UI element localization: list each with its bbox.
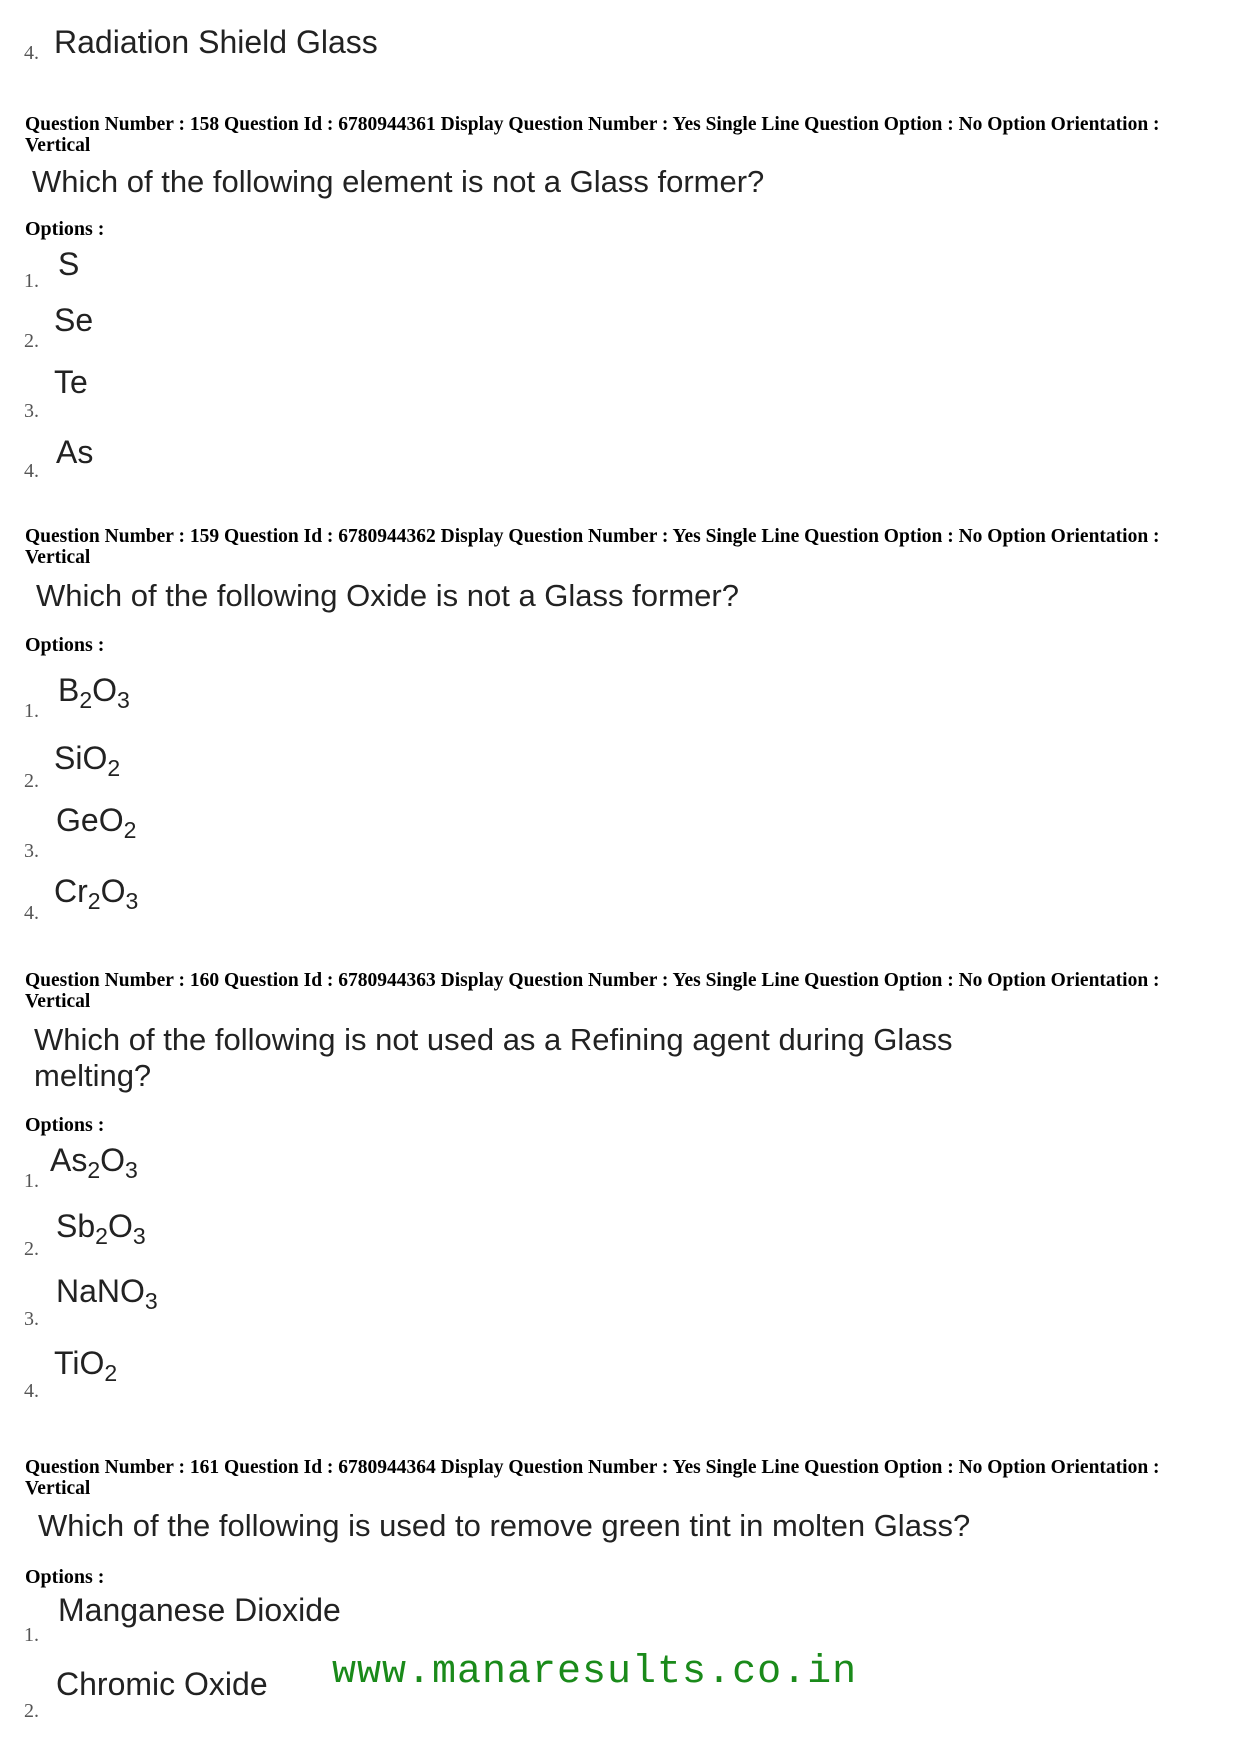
formula-part: As — [50, 1142, 88, 1178]
options-label: Options : — [25, 634, 105, 656]
option-number: 4. — [24, 1380, 39, 1402]
subscript: 2 — [87, 1156, 101, 1183]
subscript: 2 — [79, 686, 93, 713]
option-number: 2. — [24, 1700, 39, 1722]
option-number: 2. — [24, 1238, 39, 1260]
formula-part: Cr — [54, 873, 88, 909]
question-text-line-2: melting? — [34, 1058, 152, 1093]
option-text — [54, 1345, 118, 1386]
option-number: 4. — [24, 902, 39, 924]
option-text: S — [58, 246, 80, 282]
option-number: 1. — [24, 700, 39, 722]
formula-part: NaNO — [56, 1273, 145, 1309]
question-meta: Question Number : 158 Question Id : 6780944361 Display Question Number : Yes Single Line Question Option : No Option Orientation : Vertical — [25, 114, 1160, 156]
option-text: As — [56, 434, 94, 470]
formula-part: GeO — [56, 802, 124, 838]
formula-part: O — [100, 1142, 126, 1178]
question-meta: Question Number : 159 Question Id : 6780944362 Display Question Number : Yes Single Line Question Option : No Option Orientation : Vertical — [25, 526, 1160, 568]
option-text: Se — [54, 302, 94, 338]
options-label: Options : — [25, 1566, 105, 1588]
question-text-line-1: Which of the following is not used as a Refining agent during Glass — [34, 1022, 953, 1057]
formula-part: Sb — [56, 1208, 96, 1244]
option-text — [54, 740, 121, 781]
option-text: Te — [54, 364, 88, 400]
subscript: 3 — [125, 1156, 138, 1183]
subscript: 2 — [104, 1359, 118, 1386]
subscript: 2 — [123, 816, 137, 843]
option-number: 2. — [24, 330, 39, 352]
subscript: 3 — [125, 887, 139, 914]
option-number: 4. — [24, 42, 39, 64]
option-text — [56, 1273, 158, 1314]
option-number: 4. — [24, 460, 39, 482]
option-text: Radiation Shield Glass — [54, 24, 378, 60]
question-text: Which of the following Oxide is not a Glass former? — [36, 578, 739, 613]
option-text: Chromic Oxide — [56, 1666, 268, 1702]
formula-part: O — [107, 1208, 133, 1244]
option-text — [56, 802, 137, 843]
subscript: 3 — [117, 686, 130, 713]
options-label: Options : — [25, 1114, 105, 1136]
option-text — [58, 672, 130, 713]
option-number: 1. — [24, 1170, 39, 1192]
question-meta: Question Number : 161 Question Id : 6780944364 Display Question Number : Yes Single Line Question Option : No Option Orientation : Vertical — [25, 1457, 1160, 1499]
formula-part: SiO — [54, 740, 108, 776]
option-number: 3. — [24, 1308, 39, 1330]
subscript: 3 — [132, 1222, 146, 1249]
option-number: 3. — [24, 840, 39, 862]
option-number: 1. — [24, 270, 39, 292]
formula-part: B — [58, 672, 80, 708]
option-number: 3. — [24, 400, 39, 422]
subscript: 2 — [87, 887, 101, 914]
option-text: Manganese Dioxide — [58, 1592, 341, 1628]
question-text: Which of the following is used to remove green tint in molten Glass? — [38, 1508, 971, 1543]
subscript: 2 — [95, 1222, 108, 1249]
option-text — [54, 873, 139, 914]
question-text: Which of the following element is not a Glass former? — [32, 164, 765, 199]
formula-part: O — [100, 873, 126, 909]
options-label: Options : — [25, 218, 105, 240]
watermark-url: www.manaresults.co.in — [332, 1650, 858, 1695]
formula-part: TiO — [54, 1345, 105, 1381]
formula-part: O — [92, 672, 118, 708]
subscript: 2 — [107, 754, 121, 781]
option-number: 2. — [24, 770, 39, 792]
option-text — [50, 1142, 138, 1183]
question-meta: Question Number : 160 Question Id : 6780944363 Display Question Number : Yes Single Line Question Option : No Option Orientation : Vertical — [25, 970, 1160, 1012]
option-number: 1. — [24, 1624, 39, 1646]
option-text — [56, 1208, 146, 1249]
subscript: 3 — [144, 1287, 158, 1314]
